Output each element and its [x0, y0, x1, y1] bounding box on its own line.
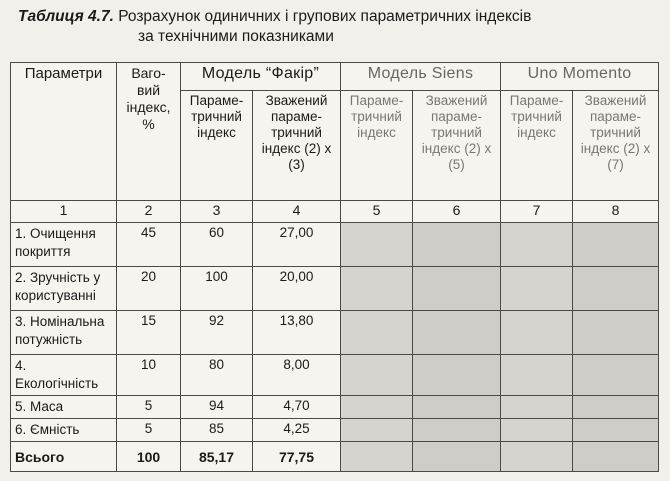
column-number: 5: [341, 201, 413, 223]
empty-cell: [573, 396, 659, 419]
header-weighted-index-1: Зважений параме-тричний індекс (2) x (3): [253, 91, 341, 201]
total-label: Всього: [11, 442, 117, 472]
param-name: 1. Очищення покриття: [11, 223, 117, 267]
header-model-uno-momento: Uno Momento: [501, 63, 659, 91]
empty-cell: [573, 223, 659, 267]
table-row: [11, 311, 659, 355]
header-parameters: Параметри: [11, 63, 117, 201]
column-number-row: [11, 201, 659, 223]
header-model-siens: Модель Siens: [341, 63, 501, 91]
param-name: 5. Маса: [11, 396, 117, 419]
header-weighted-index-3: Зважений параме-тричний індекс (2) x (7): [573, 91, 659, 201]
empty-cell: [413, 355, 501, 396]
empty-cell: [413, 311, 501, 355]
total-weighted-index: 77,75: [253, 442, 341, 472]
empty-cell: [573, 267, 659, 311]
param-name: 4. Екологічність: [11, 355, 117, 396]
column-number: 3: [181, 201, 253, 223]
empty-cell: [501, 419, 573, 442]
empty-cell: [413, 396, 501, 419]
weighted-index-value: 20,00: [253, 267, 341, 311]
column-number: 4: [253, 201, 341, 223]
table-number: Таблиця 4.7.: [18, 8, 114, 25]
empty-cell: [341, 419, 413, 442]
weighted-index-value: 8,00: [253, 355, 341, 396]
empty-cell: [501, 396, 573, 419]
weighted-index-value: 13,80: [253, 311, 341, 355]
weighted-index-value: 4,70: [253, 396, 341, 419]
empty-cell: [341, 311, 413, 355]
weight-value: 15: [117, 311, 181, 355]
parametric-index-table: [10, 62, 659, 472]
empty-cell: [501, 223, 573, 267]
total-weight: 100: [117, 442, 181, 472]
header-param-index-3: Параме-тричний індекс: [501, 91, 573, 201]
empty-cell: [341, 223, 413, 267]
empty-cell: [573, 355, 659, 396]
empty-cell: [573, 311, 659, 355]
empty-cell: [341, 355, 413, 396]
empty-cell: [413, 223, 501, 267]
header-weighted-index-2: Зважений параме-тричний індекс (2) x (5): [413, 91, 501, 201]
weighted-index-value: 27,00: [253, 223, 341, 267]
empty-cell: [341, 442, 413, 472]
table-row: [11, 419, 659, 442]
param-index-value: 100: [181, 267, 253, 311]
column-number: 7: [501, 201, 573, 223]
table-caption: [18, 7, 531, 47]
caption-line-2: за технічними показниками: [138, 28, 334, 45]
empty-cell: [413, 442, 501, 472]
empty-cell: [501, 267, 573, 311]
empty-cell: [341, 267, 413, 311]
table-row: [11, 267, 659, 311]
empty-cell: [573, 442, 659, 472]
empty-cell: [501, 355, 573, 396]
caption-line-1: Розрахунок одиничних і групових параметричних індексів: [118, 8, 532, 25]
empty-cell: [413, 267, 501, 311]
total-row: [11, 442, 659, 472]
weight-value: 5: [117, 396, 181, 419]
empty-cell: [341, 396, 413, 419]
header-param-index-1: Параме-тричний індекс: [181, 91, 253, 201]
param-name: 2. Зручність у користуванні: [11, 267, 117, 311]
header-model-fakir: Модель “Факір”: [181, 63, 341, 91]
weight-value: 20: [117, 267, 181, 311]
table-row: [11, 355, 659, 396]
weight-value: 10: [117, 355, 181, 396]
param-index-value: 60: [181, 223, 253, 267]
column-number: 6: [413, 201, 501, 223]
empty-cell: [501, 311, 573, 355]
param-index-value: 85: [181, 419, 253, 442]
column-number: 2: [117, 201, 181, 223]
weight-value: 45: [117, 223, 181, 267]
column-number: 8: [573, 201, 659, 223]
empty-cell: [501, 442, 573, 472]
empty-cell: [573, 419, 659, 442]
param-index-value: 94: [181, 396, 253, 419]
param-index-value: 92: [181, 311, 253, 355]
param-name: 6. Ємність: [11, 419, 117, 442]
weighted-index-value: 4,25: [253, 419, 341, 442]
empty-cell: [413, 419, 501, 442]
header-weight-index: Ваго-вий індекс, %: [117, 63, 181, 201]
param-name: 3. Номінальна потужність: [11, 311, 117, 355]
weight-value: 5: [117, 419, 181, 442]
header-param-index-2: Параме-тричний індекс: [341, 91, 413, 201]
table-row: [11, 223, 659, 267]
table-row: [11, 396, 659, 419]
total-param-index: 85,17: [181, 442, 253, 472]
column-number: 1: [11, 201, 117, 223]
param-index-value: 80: [181, 355, 253, 396]
